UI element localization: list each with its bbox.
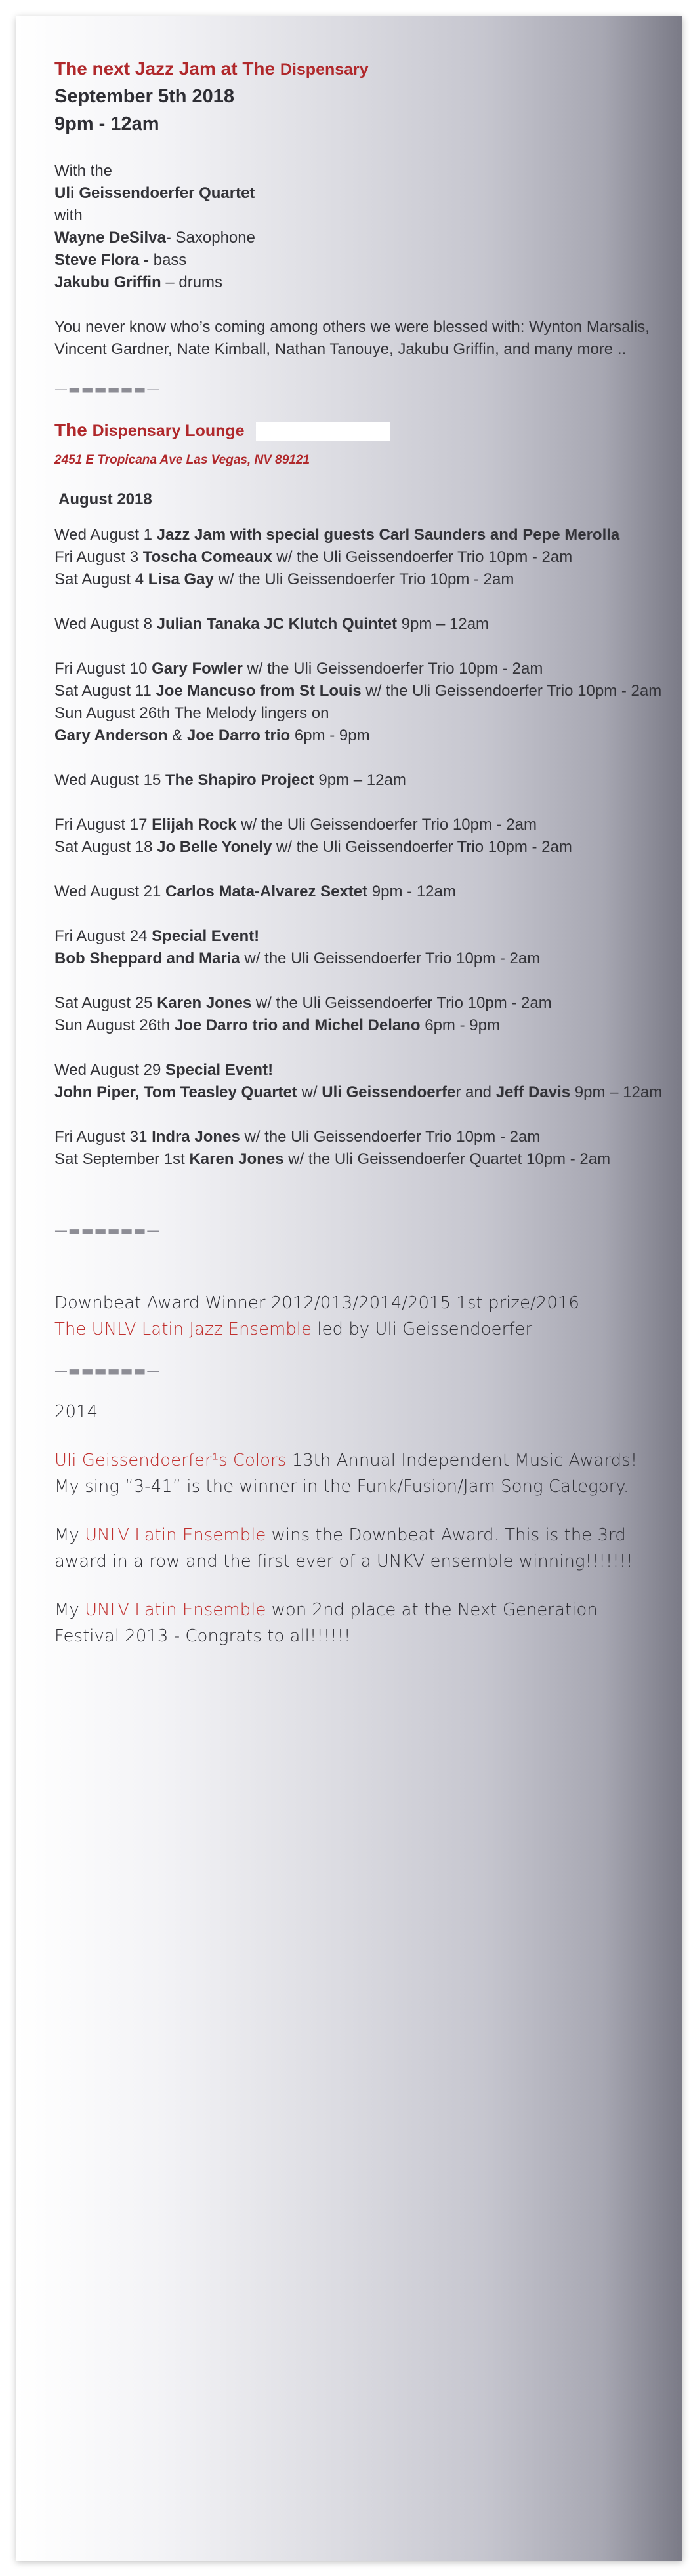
member-2 (54, 249, 665, 272)
content-panel (16, 16, 682, 2561)
event-line (54, 725, 665, 747)
event-group (54, 881, 665, 903)
event-line (54, 1015, 665, 1037)
news-year: 2014 (54, 1402, 98, 1422)
event-text: Sun August 26th (54, 1016, 175, 1034)
event-text: Fri August 10 (54, 660, 152, 677)
member-role: bass (149, 251, 187, 269)
headline-prefix: The next Jazz Jam at The (54, 58, 276, 79)
event-text: w/ (297, 1083, 322, 1101)
event-list (54, 524, 665, 1171)
event-text: 9pm – 12am (570, 1083, 663, 1101)
event-line (54, 613, 665, 635)
event-text: w/ the Uli Geissendoerfer Trio 10pm - 2am (240, 1128, 541, 1146)
white-bar (256, 422, 390, 441)
event-text: w/ the Uli Geissendoerfer Trio 10pm - 2am (272, 838, 572, 856)
event-group (54, 769, 665, 792)
event-line (54, 769, 665, 792)
event-performer: Julian Tanaka JC Klutch Quintet (156, 615, 397, 633)
event-text: Fri August 17 (54, 816, 152, 834)
event-text: w/ the Uli Geissendoerfer Trio 10pm - 2am (272, 548, 573, 566)
event-text: 9pm – 12am (314, 771, 406, 789)
event-line (54, 836, 665, 858)
event-text: 6pm - 9pm (290, 727, 370, 744)
event-line (54, 992, 665, 1015)
event-line (54, 1081, 665, 1104)
event-line (54, 814, 665, 836)
event-performer: Jazz Jam with special guests Carl Saunders and Pepe Merolla (156, 526, 620, 544)
led-by: led by Uli Geissendoerfer (312, 1319, 533, 1339)
event-text: Sat August 25 (54, 994, 157, 1012)
lounge-title (54, 417, 665, 444)
downbeat-line: Downbeat Award Winner 2012/013/2014/2015 1st prize/2016 (54, 1293, 579, 1313)
event-text: 9pm – 12am (396, 615, 490, 633)
event-text: Wed August 21 (54, 883, 166, 900)
event-text: r and (455, 1083, 496, 1101)
event-performer: Karen Jones (157, 994, 252, 1012)
lounge-title-prefix: The (54, 420, 87, 440)
event-text: 9pm - 12am (367, 883, 456, 900)
member-role: - Saxophone (165, 229, 255, 247)
event-text: w/ the Uli Geissendoerfer Trio 10pm - 2am (361, 682, 662, 700)
event-text: Fri August 3 (54, 548, 143, 566)
event-group (54, 658, 665, 747)
text: My (54, 1600, 85, 1620)
event-text: Wed August 1 (54, 526, 157, 544)
event-text: w/ the Uli Geissendoerfer Trio 10pm - 2am (242, 660, 543, 677)
event-text: w/ the Uli Geissendoerfer Trio 10pm - 2am (213, 571, 514, 588)
event-performer: John Piper, Tom Teasley Quartet (54, 1083, 297, 1101)
event-line (54, 1059, 665, 1081)
jam-time: 9pm - 12am (54, 113, 159, 134)
event-performer: Special Event! (152, 927, 260, 945)
event-line (54, 948, 665, 970)
event-performer: Toscha Comeaux (142, 548, 272, 566)
event-group (54, 1059, 665, 1104)
event-line (54, 881, 665, 903)
event-performer: Uli Geissendoerfe (322, 1083, 456, 1101)
event-line (54, 569, 665, 591)
event-performer: Special Event! (165, 1061, 274, 1079)
colors-link[interactable]: Uli Geissendoerfer¹s Colors (54, 1451, 287, 1470)
event-text: & (167, 727, 187, 744)
event-text: w/ the Uli Geissendoerfer Trio 10pm - 2am (236, 816, 537, 834)
event-text: Sat August 18 (54, 838, 157, 856)
unlv-latin-ensemble-link[interactable]: UNLV Latin Ensemble (85, 1600, 266, 1620)
event-text: Sat August 11 (54, 682, 156, 700)
jam-headline (54, 56, 665, 83)
member-3 (54, 272, 665, 294)
event-text: Fri August 31 (54, 1128, 152, 1146)
event-text: w/ the Uli Geissendoerfer Trio 10pm - 2am (240, 950, 541, 967)
member-name: Jakubu Griffin (54, 273, 161, 291)
event-group (54, 524, 665, 591)
event-text: Wed August 29 (54, 1061, 166, 1079)
member-role: – drums (161, 273, 223, 291)
event-performer: Indra Jones (152, 1128, 240, 1146)
event-line (54, 680, 665, 702)
event-text: Sun August 26th The Melody lingers on (54, 704, 329, 722)
event-text: Sat August 4 (54, 571, 148, 588)
lounge-address: 2451 E Tropicana Ave Las Vegas, NV 89121 (54, 453, 310, 467)
member-1 (54, 227, 665, 249)
event-performer: Gary Anderson (54, 727, 168, 744)
lineup-with: With the (54, 162, 113, 180)
member-name: Wayne DeSilva (54, 229, 166, 247)
event-performer: Joe Darro trio (186, 727, 291, 744)
text: won 2nd place at the Next Generation Festival 2013 - Congrats to all!!!!!! (54, 1600, 598, 1646)
text: My (54, 1525, 85, 1545)
event-line (54, 1126, 665, 1148)
event-text: Sat September 1st (54, 1150, 190, 1168)
member-name: Steve Flora - (54, 251, 150, 269)
event-text: Fri August 24 (54, 927, 152, 945)
event-group (54, 613, 665, 635)
colors-text: 13th Annual Independent Music Awards! My sing “3-41” is the winner in the Funk/Fusion/Jam Song Category. (54, 1451, 638, 1497)
event-line (54, 1148, 665, 1171)
event-line (54, 702, 665, 725)
separator: —▬▬▬▬▬▬— (54, 1222, 161, 1238)
event-text: w/ the Uli Geissendoerfer Quartet 10pm - 2am (283, 1150, 611, 1168)
news-downbeat (54, 1522, 665, 1575)
unlv-latin-jazz-link[interactable]: The UNLV Latin Jazz Ensemble (54, 1319, 312, 1339)
downbeat-award (54, 1290, 665, 1342)
news-colors (54, 1447, 665, 1500)
event-performer: Jeff Davis (495, 1083, 571, 1101)
event-group (54, 992, 665, 1037)
event-text: 6pm - 9pm (420, 1016, 500, 1034)
lounge-title-rest: Dispensary Lounge (92, 422, 245, 440)
text: wins the Downbeat Award. This is the 3rd award in a row and the first ever of a UNKV ensemble winning!!!!!!! (54, 1525, 633, 1571)
event-line (54, 546, 665, 569)
news-next-generation (54, 1597, 665, 1649)
event-performer: Joe Darro trio and Michel Delano (174, 1016, 421, 1034)
event-performer: Bob Sheppard and Maria (54, 950, 240, 967)
event-performer: Gary Fowler (152, 660, 243, 677)
event-line (54, 925, 665, 948)
event-group (54, 814, 665, 858)
separator: —▬▬▬▬▬▬— (54, 1363, 161, 1379)
event-performer: Joe Mancuso from St Louis (156, 682, 362, 700)
guests-text: You never know who’s coming among others we were blessed with: Wynton Marsalis, Vincent Gardner, Nate Kimball, Nathan Tanouye, Jakubu Griffin, and many more .. (54, 318, 650, 358)
event-group (54, 925, 665, 970)
month-heading: August 2018 (58, 491, 152, 508)
event-line (54, 658, 665, 680)
event-performer: Elijah Rock (152, 816, 237, 834)
event-performer: Jo Belle Yonely (157, 838, 272, 856)
separator: —▬▬▬▬▬▬— (54, 381, 161, 397)
event-group (54, 1126, 665, 1171)
event-text: Wed August 8 (54, 615, 157, 633)
event-performer: Lisa Gay (148, 571, 214, 588)
event-performer: The Shapiro Project (165, 771, 314, 789)
jam-date: September 5th 2018 (54, 86, 235, 107)
event-line (54, 524, 665, 546)
news-section (54, 1399, 665, 1649)
unlv-latin-ensemble-link[interactable]: UNLV Latin Ensemble (85, 1525, 266, 1545)
event-text: Wed August 15 (54, 771, 166, 789)
event-text: w/ the Uli Geissendoerfer Trio 10pm - 2am (251, 994, 552, 1012)
event-performer: Carlos Mata-Alvarez Sextet (165, 883, 368, 900)
downbeat-line2 (54, 1316, 665, 1342)
page-content (54, 56, 665, 1649)
headline-venue: Dispensary (280, 60, 369, 79)
lineup-with2: with (54, 207, 83, 224)
event-performer: Karen Jones (189, 1150, 284, 1168)
band-name: Uli Geissendoerfer Quartet (54, 184, 255, 202)
